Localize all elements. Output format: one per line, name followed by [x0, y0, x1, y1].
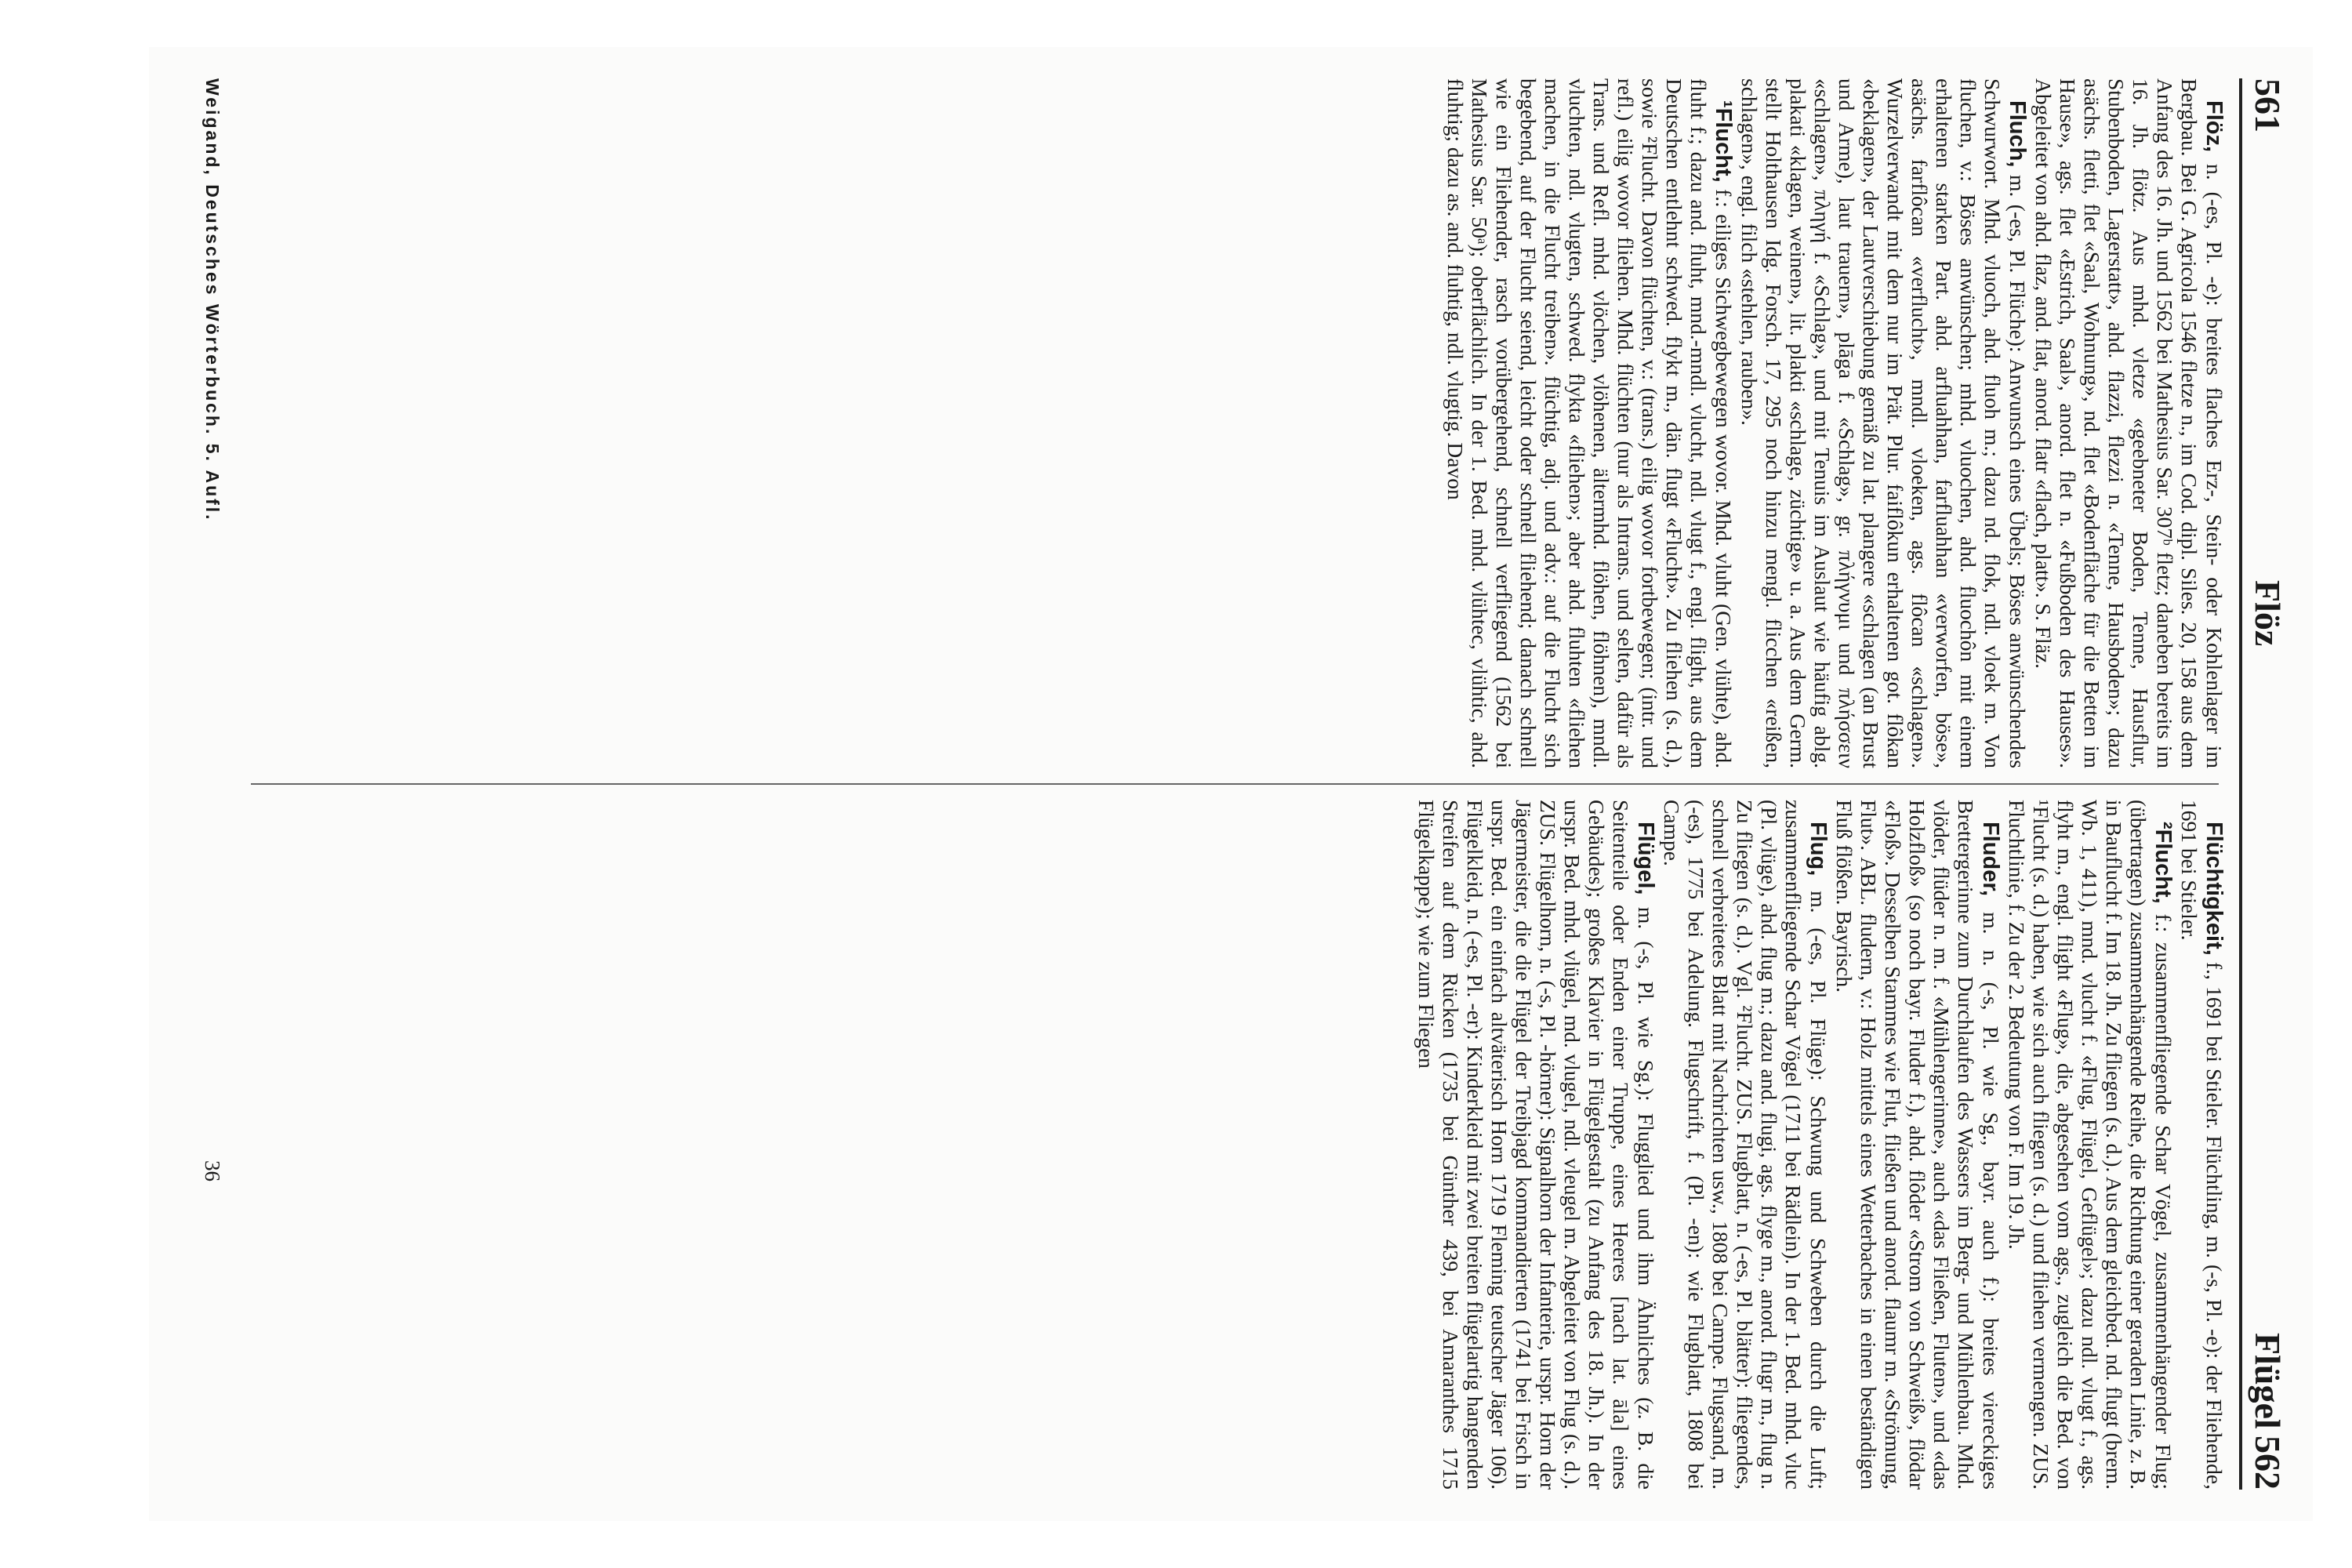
page-number-right: 562	[2248, 1436, 2288, 1490]
entry-headword: ¹Flucht,	[1711, 100, 1736, 183]
entry-text: f., 1691 bei Stieler. Flüchtling, m. (-s, Pl. -e): der Fliehende, 1691 bei Stieler.	[2177, 800, 2227, 1490]
catchword-right: Flügel	[2248, 1333, 2288, 1429]
entry-text: m. n. (-s, Pl. wie Sg., bayr. auch f.): breites viereckiges Brettergerinne zum Durchlaufen des Wassers im Berg- und Mühlenbau. Mhd. vlöder, flüder n. m. f. «Mühlengerinne», auch «das Fließen, Fluten», und «das Holzfloß» (so noch bayr. Fluder f.), ahd. flôder «Strom von Schweiß», flödar «Floß». Desselben Stammes wie Flut, fließen und anord. flaumr m. «Strömung, Flut». ABL. fludern, v.: Holz mittels eines Wetterbaches in einen beständigen Fluß flößen. Bayrisch.	[1832, 800, 2003, 1490]
entry	[1832, 800, 2003, 1490]
entry-headword: Fluch,	[2005, 100, 2030, 168]
catchword-left: Flöz	[2248, 580, 2288, 647]
entry	[2177, 800, 2227, 1490]
column-divider	[251, 783, 2219, 785]
sheet-signature: 36	[201, 1160, 224, 1181]
entry	[1660, 800, 1831, 1490]
entry-text: f.: eiliges Sichwegbewegen wovor. Mhd. vluht (Gen. vlühte), ahd. fluht f.; dazu and. fluht, mnd.-mndl. vlucht, ndl. vlugt f., engl. flight, aus dem Deutschen entlehnt schwed. flykt m., dän. flugt «Flucht». Zu fliehen (s. d.), sowie ²Flucht. Davon flüchten, v.: (trans.) eilig wovor fortbewegen; (intr. und refl.) eilig wovor fliehen. Mhd. flüchten (nur als Intrans. und selten, dafür als Trans. und Refl. mhd. vlöchen, vlöhenen, ältermhd. flöhen, flöhnen), mndl. vluchten, ndl. vlugten, schwed. flykta «fliehen»; aber ahd. fluhten «fliehen machen, in die Flucht treiben». flüchtig, adj. und adv.: auf die Flucht sich begebend, auf der Flucht seiend, leicht oder schnell fliehend; danach schnell wie ein Fliehender, rasch vorübergehend, schnell verfliegend (1562 bei Mathesius Sar. 50ᵃ); oberflächlich. In der 1. Bed. mhd. vlühtec, vlühtic, ahd. fluhtig; dazu as. and. fluhtig, ndl. vlugtig. Davon	[1443, 78, 1736, 768]
entry-text: m. (-es, Pl. Flüche): Anwunsch eines Übels; Böses anwünschendes Schwurwort. Mhd. vluoch, ahd. fluoh m.; dazu nd. flok, ndl. vloek m. Von fluchen, v.: Böses anwünschen; mhd. vluochen, ahd. fluochôn mit einem erhaltenen starken Part. ahd. arfluahhan, farfluahhan «verworfen, böse», asächs. farflôcan «verflucht», mndl. vloeken, ags. flôcan «schlagen». Wurzelverwandt mit dem nur im Prät. Plur. faiflôkun erhaltenen got. flôkan «beklagen», der Lautverschiebung gemäß zu lat. plangere «schlagen (an Brust und Arme), laut trauern», plāga f. «Schlag», gr. πλήγνυμι und πλήσσειν «schlagen», πληγή f. «Schlag», und mit Tenuis im Auslaut wie häufig ablg. plakati «klagen, weinen», lit. plakti «schlage, züchtige» u. a. Aus dem Germ. stellt Holthausen Idg. Forsch. 17, 295 noch hinzu mengl. flicchen «reißen, schlagen», engl. filch «stehlen, rauben».	[1737, 78, 2030, 768]
entry-text: n. (-es, Pl. -e): breites flaches Erz-, Stein- oder Kohlenlager im Bergbau. Bei G. Agricola 1546 fletze n., im Cod. dipl. Siles. 20, 158 aus dem Anfang des 16. Jh. und 1562 bei Mathesius Sar. 307ᵇ fletz; daneben bereits im 16. Jh. flötz. Aus mhd. vletze «geebneter Boden, Tenne, Hausflur, Stubenboden, Lagerstatt», ahd. flazzi, flezzi n. «Tenne, Hausboden»; dazu asächs. fletti, flet «Saal, Wohnung», nd. flet «Bodenfläche für die Betten im Hause», ags. flet «Estrich, Saal», anord. flet n. «Fußboden des Hauses». Abgeleitet von ahd. flaz, and. flat, anord. flatr «flach, platt». S. Fläz.	[2031, 78, 2227, 768]
column-left	[243, 78, 2227, 768]
entry	[1414, 800, 1658, 1490]
page-footer	[180, 78, 227, 1490]
entry-headword: Flüchtigkeit,	[2201, 822, 2227, 956]
dictionary-page	[149, 47, 2313, 1521]
entry	[2005, 800, 2176, 1490]
publisher-line: Weigand, Deutsches Wörterbuch. 5. Aufl.	[202, 78, 223, 522]
entry-text: m. (-es, Pl. Flüge): Schwung und Schweben durch die Luft; zusammenfliegende Schar Vögel (1711 bei Rädlein). In der 1. Bed. mhd. vluc (Pl. vlüge), ahd. flug m.; dazu and. flugi, ags. flyge m., anord. flugr m., flug n. Zu fliegen (s. d.). Vgl. ²Flucht. ZUS. Flugblatt, n. (-es, Pl. blätter): fliegendes, schnell verbreitetes Blatt mit Nachrichten usw., 1808 bei Campe. Flugsand, m. (-es), 1775 bei Adelung. Flugschrift, f. (Pl. -en): wie Flugblatt, 1808 bei Campe.	[1660, 800, 1831, 1490]
column-right	[243, 800, 2227, 1490]
entry	[1443, 78, 1736, 768]
entry-text: m. (-s, Pl. wie Sg.): Flugglied und ihm Ähnliches (z. B. die Seitenteile oder Enden einer Truppe, eines Heeres [nach lat. āla] eines Gebäudes); großes Klavier in Flügelgestalt (zu Anfang des 18. Jh.). In der urspr. Bed. mhd. vlügel, md. vlugel, ndl. vleugel m. Abgeleitet von Flug (s. d.). ZUS. Flügelhorn, n. (-s, Pl. -hörner): Signalhorn der Infanterie, urspr. Horn der Jägermeister, die die Flügel der Treibjagd kommandierten (1741 bei Frisch in urspr. Bed. ein einfach altväterisch Horn 1719 Fleming teutscher Jäger 106). Flügelkleid, n. (-es, Pl. -er): Kinderkleid mit zwei breiten flügelartig hangenden Streifen auf dem Rücken (1735 bei Günther 439, bei Amaranthes 1715 Flügelkappe); wie zum Fliegen	[1414, 800, 1658, 1490]
page-number-left: 561	[2248, 78, 2288, 132]
page-header	[2239, 78, 2289, 1490]
entry-headword: Flöz,	[2201, 100, 2227, 153]
entry-headword: Flügel,	[1633, 822, 1658, 895]
entry-headword: Fluder,	[1978, 822, 2003, 897]
entry	[2031, 78, 2227, 768]
entry-text: f.: zusammenfliegende Schar Vögel, zusammenhängender Flug; (übertragen) zusammenhängende Reihe, die Richtung einer geraden Linie, z. B. in Bauflucht f. Im 18. Jh. Zu fliegen (s. d.). Aus dem gleichbed. nd. flugt (brem. Wb. 1, 411), mnd. vlucht f. «Flug, Flügel, Geflügel»; dazu ndl. vlugt f., ags. flyht m., engl. flight «Flug», die, abgesehen vom ags., zugleich die Bed. von ¹Flucht (s. d.) haben, wie sich auch fliegen (s. d.) und fliehen vermengen. ZUS. Fluchtlinie, f. Zu der 2. Bedeutung von F. Im 19. Jh.	[2005, 800, 2176, 1490]
entry-headword: Flug,	[1806, 822, 1831, 877]
entry	[1737, 78, 2030, 768]
entry-headword: ²Flucht,	[2151, 822, 2176, 904]
